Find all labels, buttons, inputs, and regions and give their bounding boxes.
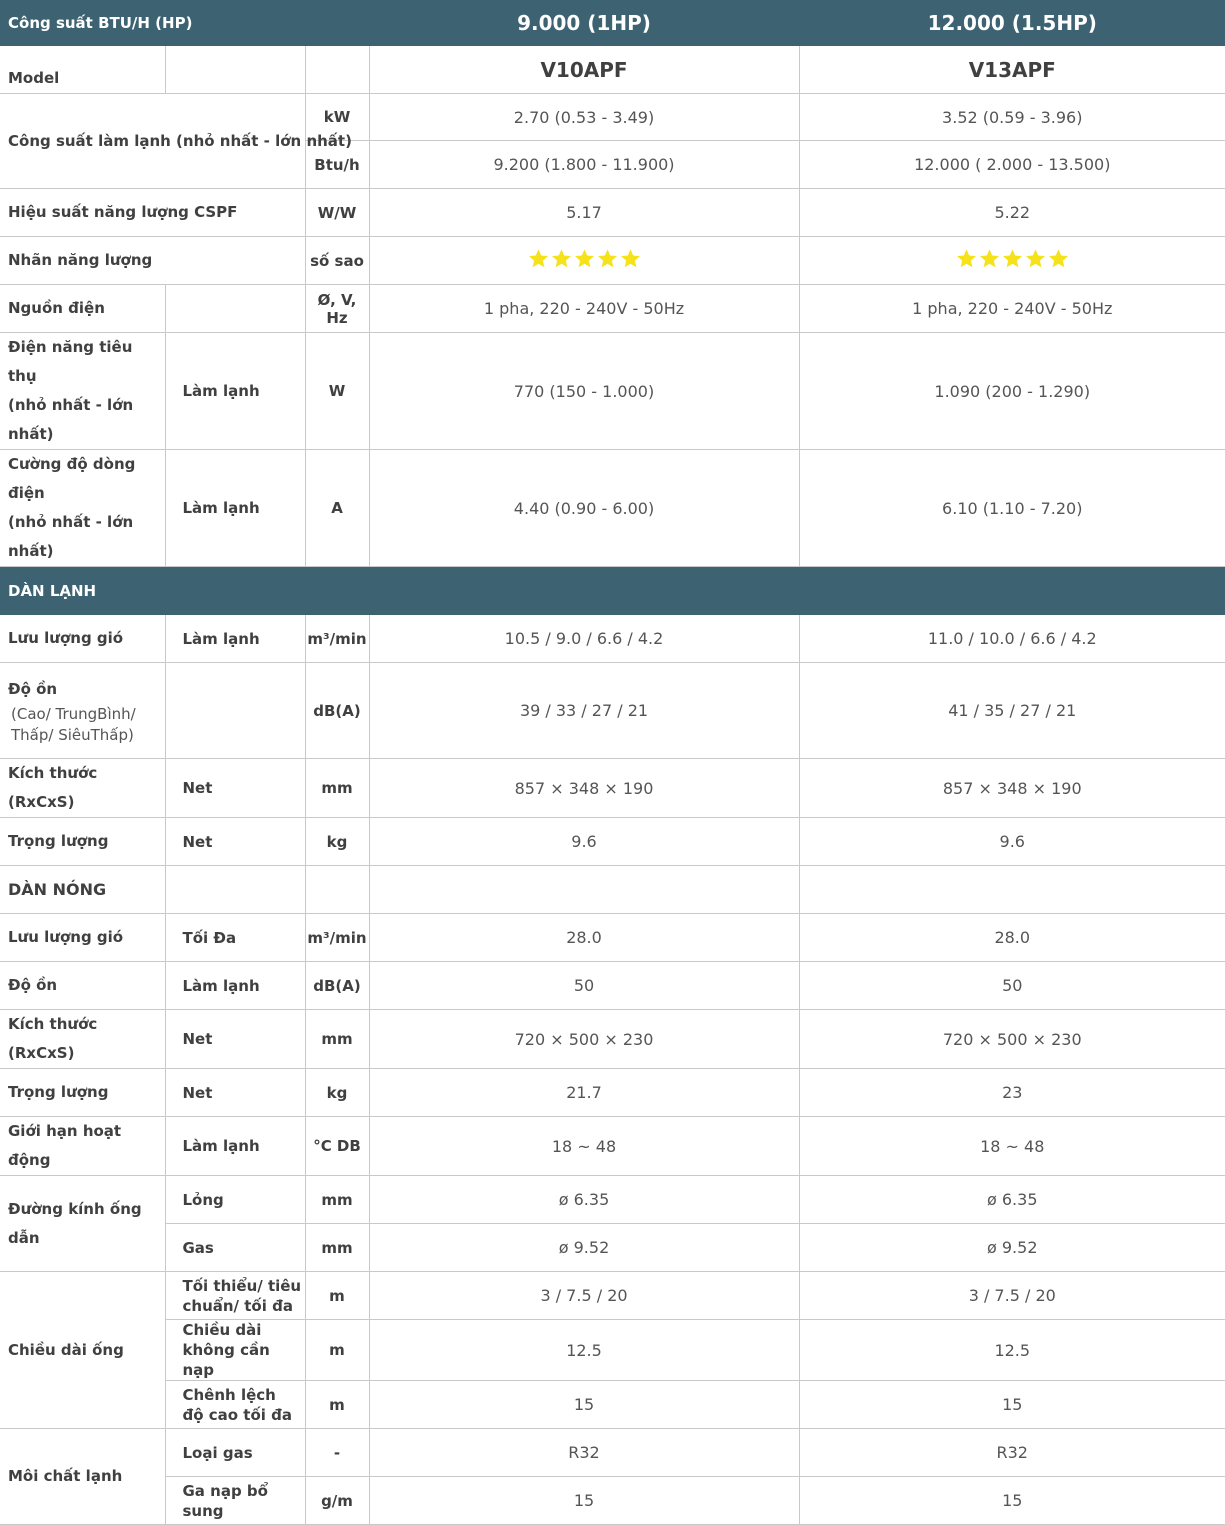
refrigerant-type-unit: - xyxy=(305,1429,369,1477)
capacity-header-label: Công suất BTU/H (HP) xyxy=(0,1,369,46)
pipe-chargeless-a: 12.5 xyxy=(369,1320,799,1381)
power-input-label: Điện năng tiêu thụ (nhỏ nhất - lớn nhất) xyxy=(0,333,165,450)
pipe-chargeless-unit: m xyxy=(305,1320,369,1381)
outdoor-dimension-label: Kích thước (RxCxS) xyxy=(0,1010,165,1069)
outdoor-empty-unit xyxy=(305,866,369,914)
outdoor-weight-row xyxy=(0,1069,1225,1117)
current-sub: Làm lạnh xyxy=(165,450,305,567)
model-a: V10APF xyxy=(369,46,799,94)
indoor-weight-sub: Net xyxy=(165,818,305,866)
outdoor-noise-unit: dB(A) xyxy=(305,962,369,1010)
outdoor-section-title: DÀN NÓNG xyxy=(0,866,165,914)
refrigerant-type-a: R32 xyxy=(369,1429,799,1477)
outdoor-dimension-unit: mm xyxy=(305,1010,369,1069)
cspf-label: Hiệu suất năng lượng CSPF xyxy=(0,189,305,237)
power-input-b: 1.090 (200 - 1.290) xyxy=(799,333,1225,450)
indoor-airflow-label: Lưu lượng gió xyxy=(0,615,165,663)
cspf-unit: W/W xyxy=(305,189,369,237)
star-icon xyxy=(1002,248,1023,269)
op-range-sub: Làm lạnh xyxy=(165,1117,305,1176)
indoor-airflow-row xyxy=(0,615,1225,663)
pipe-height-b: 15 xyxy=(799,1381,1225,1429)
pipe-liquid-unit: mm xyxy=(305,1176,369,1224)
refrigerant-charge-unit: g/m xyxy=(305,1477,369,1525)
outdoor-airflow-a: 28.0 xyxy=(369,914,799,962)
outdoor-noise-a: 50 xyxy=(369,962,799,1010)
pipe-minmax-sub: Tối thiểu/ tiêu chuẩn/ tối đa xyxy=(165,1272,305,1320)
outdoor-noise-sub: Làm lạnh xyxy=(165,962,305,1010)
pipe-chargeless-row xyxy=(0,1320,1225,1381)
indoor-airflow-b: 11.0 / 10.0 / 6.6 / 4.2 xyxy=(799,615,1225,663)
star-icon xyxy=(956,248,977,269)
star-icon xyxy=(979,248,1000,269)
star-icon xyxy=(597,248,618,269)
outdoor-airflow-sub: Tối Đa xyxy=(165,914,305,962)
power-source-label: Nguồn điện xyxy=(0,285,165,333)
pipe-chargeless-b: 12.5 xyxy=(799,1320,1225,1381)
pipe-gas-sub: Gas xyxy=(165,1224,305,1272)
outdoor-noise-b: 50 xyxy=(799,962,1225,1010)
pipe-height-unit: m xyxy=(305,1381,369,1429)
pipe-chargeless-sub: Chiều dài không cần nạp xyxy=(165,1320,305,1381)
pipe-minmax-b: 3 / 7.5 / 20 xyxy=(799,1272,1225,1320)
cspf-b: 5.22 xyxy=(799,189,1225,237)
indoor-dimension-b: 857 × 348 × 190 xyxy=(799,759,1225,818)
outdoor-airflow-label: Lưu lượng gió xyxy=(0,914,165,962)
refrigerant-charge-b: 15 xyxy=(799,1477,1225,1525)
indoor-section-title: DÀN LẠNH xyxy=(0,567,1225,615)
outdoor-dimension-a: 720 × 500 × 230 xyxy=(369,1010,799,1069)
star-icon xyxy=(1025,248,1046,269)
model-row xyxy=(0,46,1225,94)
pipe-gas-a: ø 9.52 xyxy=(369,1224,799,1272)
pipe-liquid-row xyxy=(0,1176,1225,1224)
indoor-weight-a: 9.6 xyxy=(369,818,799,866)
cooling-kw-a: 2.70 (0.53 - 3.49) xyxy=(369,94,799,141)
power-source-unit: Ø, V, Hz xyxy=(305,285,369,333)
refrigerant-charge-row xyxy=(0,1477,1225,1525)
refrigerant-type-b: R32 xyxy=(799,1429,1225,1477)
indoor-weight-b: 9.6 xyxy=(799,818,1225,866)
refrigerant-charge-a: 15 xyxy=(369,1477,799,1525)
pipe-liquid-sub: Lỏng xyxy=(165,1176,305,1224)
model-b: V13APF xyxy=(799,46,1225,94)
energy-label-row xyxy=(0,237,1225,285)
capacity-header-b: 12.000 (1.5HP) xyxy=(799,1,1225,46)
power-source-empty-sub xyxy=(165,285,305,333)
power-source-row xyxy=(0,285,1225,333)
indoor-noise-row xyxy=(0,663,1225,759)
outdoor-weight-sub: Net xyxy=(165,1069,305,1117)
pipe-length-label: Chiều dài ống xyxy=(0,1272,165,1429)
op-range-b: 18 ~ 48 xyxy=(799,1117,1225,1176)
energy-label-unit: số sao xyxy=(305,237,369,285)
capacity-header-a: 9.000 (1HP) xyxy=(369,1,799,46)
pipe-diameter-label: Đường kính ống dẫn xyxy=(0,1176,165,1272)
outdoor-section-row xyxy=(0,866,1225,914)
outdoor-weight-unit: kg xyxy=(305,1069,369,1117)
outdoor-empty-b xyxy=(799,866,1225,914)
current-b: 6.10 (1.10 - 7.20) xyxy=(799,450,1225,567)
current-label: Cường độ dòng điện (nhỏ nhất - lớn nhất) xyxy=(0,450,165,567)
star-rating-a xyxy=(528,248,641,269)
pipe-height-row xyxy=(0,1381,1225,1429)
cooling-capacity-label: Công suất làm lạnh (nhỏ nhất - lớn nhất) xyxy=(0,94,305,189)
outdoor-dimension-row xyxy=(0,1010,1225,1069)
star-rating-b xyxy=(956,248,1069,269)
star-icon xyxy=(574,248,595,269)
op-range-label: Giới hạn hoạt động xyxy=(0,1117,165,1176)
current-row xyxy=(0,450,1225,567)
power-source-b: 1 pha, 220 - 240V - 50Hz xyxy=(799,285,1225,333)
outdoor-empty-sub xyxy=(165,866,305,914)
energy-label-label: Nhãn năng lượng xyxy=(0,237,305,285)
op-range-a: 18 ~ 48 xyxy=(369,1117,799,1176)
cspf-a: 5.17 xyxy=(369,189,799,237)
outdoor-noise-label: Độ ồn xyxy=(0,962,165,1010)
indoor-noise-empty-sub xyxy=(165,663,305,759)
cooling-btu-a: 9.200 (1.800 - 11.900) xyxy=(369,141,799,189)
cooling-btu-b: 12.000 ( 2.000 - 13.500) xyxy=(799,141,1225,189)
star-icon xyxy=(620,248,641,269)
indoor-airflow-a: 10.5 / 9.0 / 6.6 / 4.2 xyxy=(369,615,799,663)
model-label: Model xyxy=(0,46,165,94)
power-input-a: 770 (150 - 1.000) xyxy=(369,333,799,450)
energy-stars-a xyxy=(369,237,799,285)
outdoor-empty-a xyxy=(369,866,799,914)
star-icon xyxy=(551,248,572,269)
op-range-unit: °C DB xyxy=(305,1117,369,1176)
pipe-minmax-row xyxy=(0,1272,1225,1320)
outdoor-weight-a: 21.7 xyxy=(369,1069,799,1117)
cooling-btu-unit: Btu/h xyxy=(305,141,369,189)
indoor-dimension-row xyxy=(0,759,1225,818)
pipe-height-sub: Chênh lệch độ cao tối đa xyxy=(165,1381,305,1429)
outdoor-dimension-sub: Net xyxy=(165,1010,305,1069)
cooling-kw-unit: kW xyxy=(305,94,369,141)
refrigerant-type-row xyxy=(0,1429,1225,1477)
outdoor-airflow-row xyxy=(0,914,1225,962)
power-input-sub: Làm lạnh xyxy=(165,333,305,450)
pipe-gas-b: ø 9.52 xyxy=(799,1224,1225,1272)
model-empty-unit xyxy=(305,46,369,94)
current-unit: A xyxy=(305,450,369,567)
power-input-unit: W xyxy=(305,333,369,450)
indoor-dimension-a: 857 × 348 × 190 xyxy=(369,759,799,818)
op-range-row xyxy=(0,1117,1225,1176)
indoor-weight-row xyxy=(0,818,1225,866)
star-icon xyxy=(1048,248,1069,269)
power-input-row xyxy=(0,333,1225,450)
cooling-kw-row xyxy=(0,94,1225,141)
outdoor-weight-label: Trọng lượng xyxy=(0,1069,165,1117)
pipe-liquid-b: ø 6.35 xyxy=(799,1176,1225,1224)
indoor-dimension-label: Kích thước (RxCxS) xyxy=(0,759,165,818)
pipe-liquid-a: ø 6.35 xyxy=(369,1176,799,1224)
outdoor-noise-row xyxy=(0,962,1225,1010)
indoor-noise-label: Độ ồn (Cao/ TrungBình/ Thấp/ SiêuThấp) xyxy=(0,663,165,759)
pipe-gas-row xyxy=(0,1224,1225,1272)
refrigerant-charge-sub: Ga nạp bổ sung xyxy=(165,1477,305,1525)
indoor-dimension-sub: Net xyxy=(165,759,305,818)
outdoor-airflow-b: 28.0 xyxy=(799,914,1225,962)
energy-stars-b xyxy=(799,237,1225,285)
outdoor-dimension-b: 720 × 500 × 230 xyxy=(799,1010,1225,1069)
indoor-noise-b: 41 / 35 / 27 / 21 xyxy=(799,663,1225,759)
current-a: 4.40 (0.90 - 6.00) xyxy=(369,450,799,567)
indoor-airflow-unit: m³/min xyxy=(305,615,369,663)
indoor-noise-a: 39 / 33 / 27 / 21 xyxy=(369,663,799,759)
outdoor-weight-b: 23 xyxy=(799,1069,1225,1117)
indoor-noise-unit: dB(A) xyxy=(305,663,369,759)
indoor-weight-label: Trọng lượng xyxy=(0,818,165,866)
pipe-gas-unit: mm xyxy=(305,1224,369,1272)
cooling-kw-b: 3.52 (0.59 - 3.96) xyxy=(799,94,1225,141)
pipe-minmax-a: 3 / 7.5 / 20 xyxy=(369,1272,799,1320)
indoor-dimension-unit: mm xyxy=(305,759,369,818)
power-source-a: 1 pha, 220 - 240V - 50Hz xyxy=(369,285,799,333)
model-empty-sub xyxy=(165,46,305,94)
indoor-weight-unit: kg xyxy=(305,818,369,866)
cspf-row xyxy=(0,189,1225,237)
pipe-minmax-unit: m xyxy=(305,1272,369,1320)
indoor-airflow-sub: Làm lạnh xyxy=(165,615,305,663)
refrigerant-label: Môi chất lạnh xyxy=(0,1429,165,1525)
star-icon xyxy=(528,248,549,269)
header-row xyxy=(0,1,1225,46)
pipe-height-a: 15 xyxy=(369,1381,799,1429)
refrigerant-type-sub: Loại gas xyxy=(165,1429,305,1477)
outdoor-airflow-unit: m³/min xyxy=(305,914,369,962)
indoor-section-row xyxy=(0,567,1225,615)
